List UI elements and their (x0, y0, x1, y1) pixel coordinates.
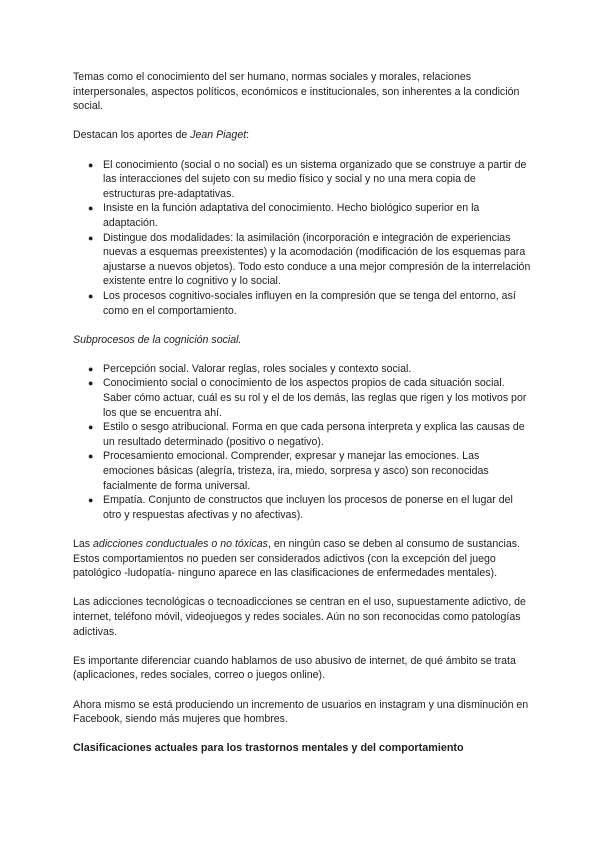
bullet-icon: ● (88, 451, 94, 462)
subprocesos-title: Subprocesos de la cognición social. (73, 333, 242, 346)
bullet-icon: ● (88, 203, 94, 214)
bullet-icon: ● (88, 159, 94, 170)
adicciones-prefix: Las (73, 538, 94, 550)
bullet-icon: ● (88, 363, 94, 374)
list-item-text: Estilo o sesgo atribucional. Forma en que cada persona interpreta y explica las causas de un resultado determinado (positivo o negativo). (103, 421, 525, 448)
bullet-icon: ● (88, 232, 94, 243)
list-item (73, 201, 531, 230)
list-item-text: Distingue dos modalidades: la asimilación (incorporación e integración de experiencias nuevas a esquemas preexistentes) y la acomodación (modificación de los esquemas para ajustarse a nuevos objetos). Todo esto conduce a una mejor compresión de la interrelación existente entre lo cognitivo y lo social. (103, 231, 531, 288)
piaget-list (73, 158, 531, 319)
piaget-lead-suffix: : (246, 129, 250, 142)
list-item (73, 362, 531, 377)
internet-paragraph: Es importante diferenciar cuando hablamos de uso abusivo de internet, de qué ámbito se trata (aplicaciones, redes sociales, correo o juegos online). (73, 654, 516, 682)
bullet-icon: ● (88, 378, 94, 389)
list-item (73, 493, 531, 522)
list-item (73, 158, 531, 202)
list-item (73, 376, 531, 420)
list-item-text: Procesamiento emocional. Comprender, expresar y manejar las emociones. Las emociones básicas (alegría, tristeza, ira, miedo, sorpresa y asco) son reconocidas facialmente de forma universal. (103, 450, 489, 492)
list-item-text: Insiste en la función adaptativa del conocimiento. Hecho biológico superior en la adaptación. (103, 202, 480, 229)
adicciones-suffix: , en ningún caso se deben al consumo de sustancias. Estos comportamientos no pueden ser considerados adictivos (con la excepción del juego patológico -ludopatía- ninguno aparece en las clasificaciones de enfermedades mentales). (73, 538, 520, 580)
tecnoadicciones-paragraph: Las adicciones tecnológicas o tecnoadicciones se centran en el uso, supuestamente adictivo, de internet, teléfono móvil, videojuegos y redes sociales. Aún no son reconocidas como patologías adictivas. (73, 596, 526, 638)
list-item (73, 231, 531, 289)
list-item-text: El conocimiento (social o no social) es un sistema organizado que se construye a partir de las interacciones del sujeto con su medio físico y social y no una mera copia de estructuras pre-adaptativas. (103, 158, 527, 200)
piaget-name: Jean Piaget (190, 129, 247, 142)
piaget-lead (73, 128, 531, 143)
instagram-paragraph: Ahora mismo se está produciendo un incremento de usuarios en instagram y una disminución en Facebook, siendo más mujeres que hombres. (73, 698, 529, 726)
list-item-text: Conocimiento social o conocimiento de los aspectos propios de cada situación social. Saber cómo actuar, cuál es su rol y el de los demás, las reglas que rigen y los motivos por los que se encuentra ahí. (103, 377, 527, 419)
list-item-text: Empatía. Conjunto de constructos que incluyen los procesos de ponerse en el lugar del otro y respuestas afectivas y no afectivas). (103, 494, 513, 521)
list-item (73, 449, 531, 493)
list-item (73, 420, 531, 449)
intro-paragraph: Temas como el conocimiento del ser humano, normas sociales y morales, relaciones interpersonales, aspectos políticos, económicos e institucionales, son inherentes a la condición social. (73, 71, 520, 113)
subprocesos-list (73, 362, 531, 523)
list-item-text: Los procesos cognitivo-sociales influyen en la compresión que se tenga del entorno, así como en el comportamiento. (103, 289, 516, 317)
adicciones-term: adicciones conductuales o no tóxicas (93, 538, 268, 550)
bullet-icon: ● (88, 290, 94, 301)
list-item (73, 289, 531, 318)
bullet-icon: ● (88, 495, 94, 506)
list-item-text: Percepción social. Valorar reglas, roles sociales y contexto social. (103, 362, 412, 375)
piaget-lead-prefix: Destacan los aportes de (73, 129, 191, 142)
adicciones-paragraph (73, 537, 531, 581)
section-heading: Clasificaciones actuales para los trastornos mentales y del comportamiento (73, 742, 464, 755)
bullet-icon: ● (88, 422, 94, 433)
document-page (73, 70, 531, 756)
